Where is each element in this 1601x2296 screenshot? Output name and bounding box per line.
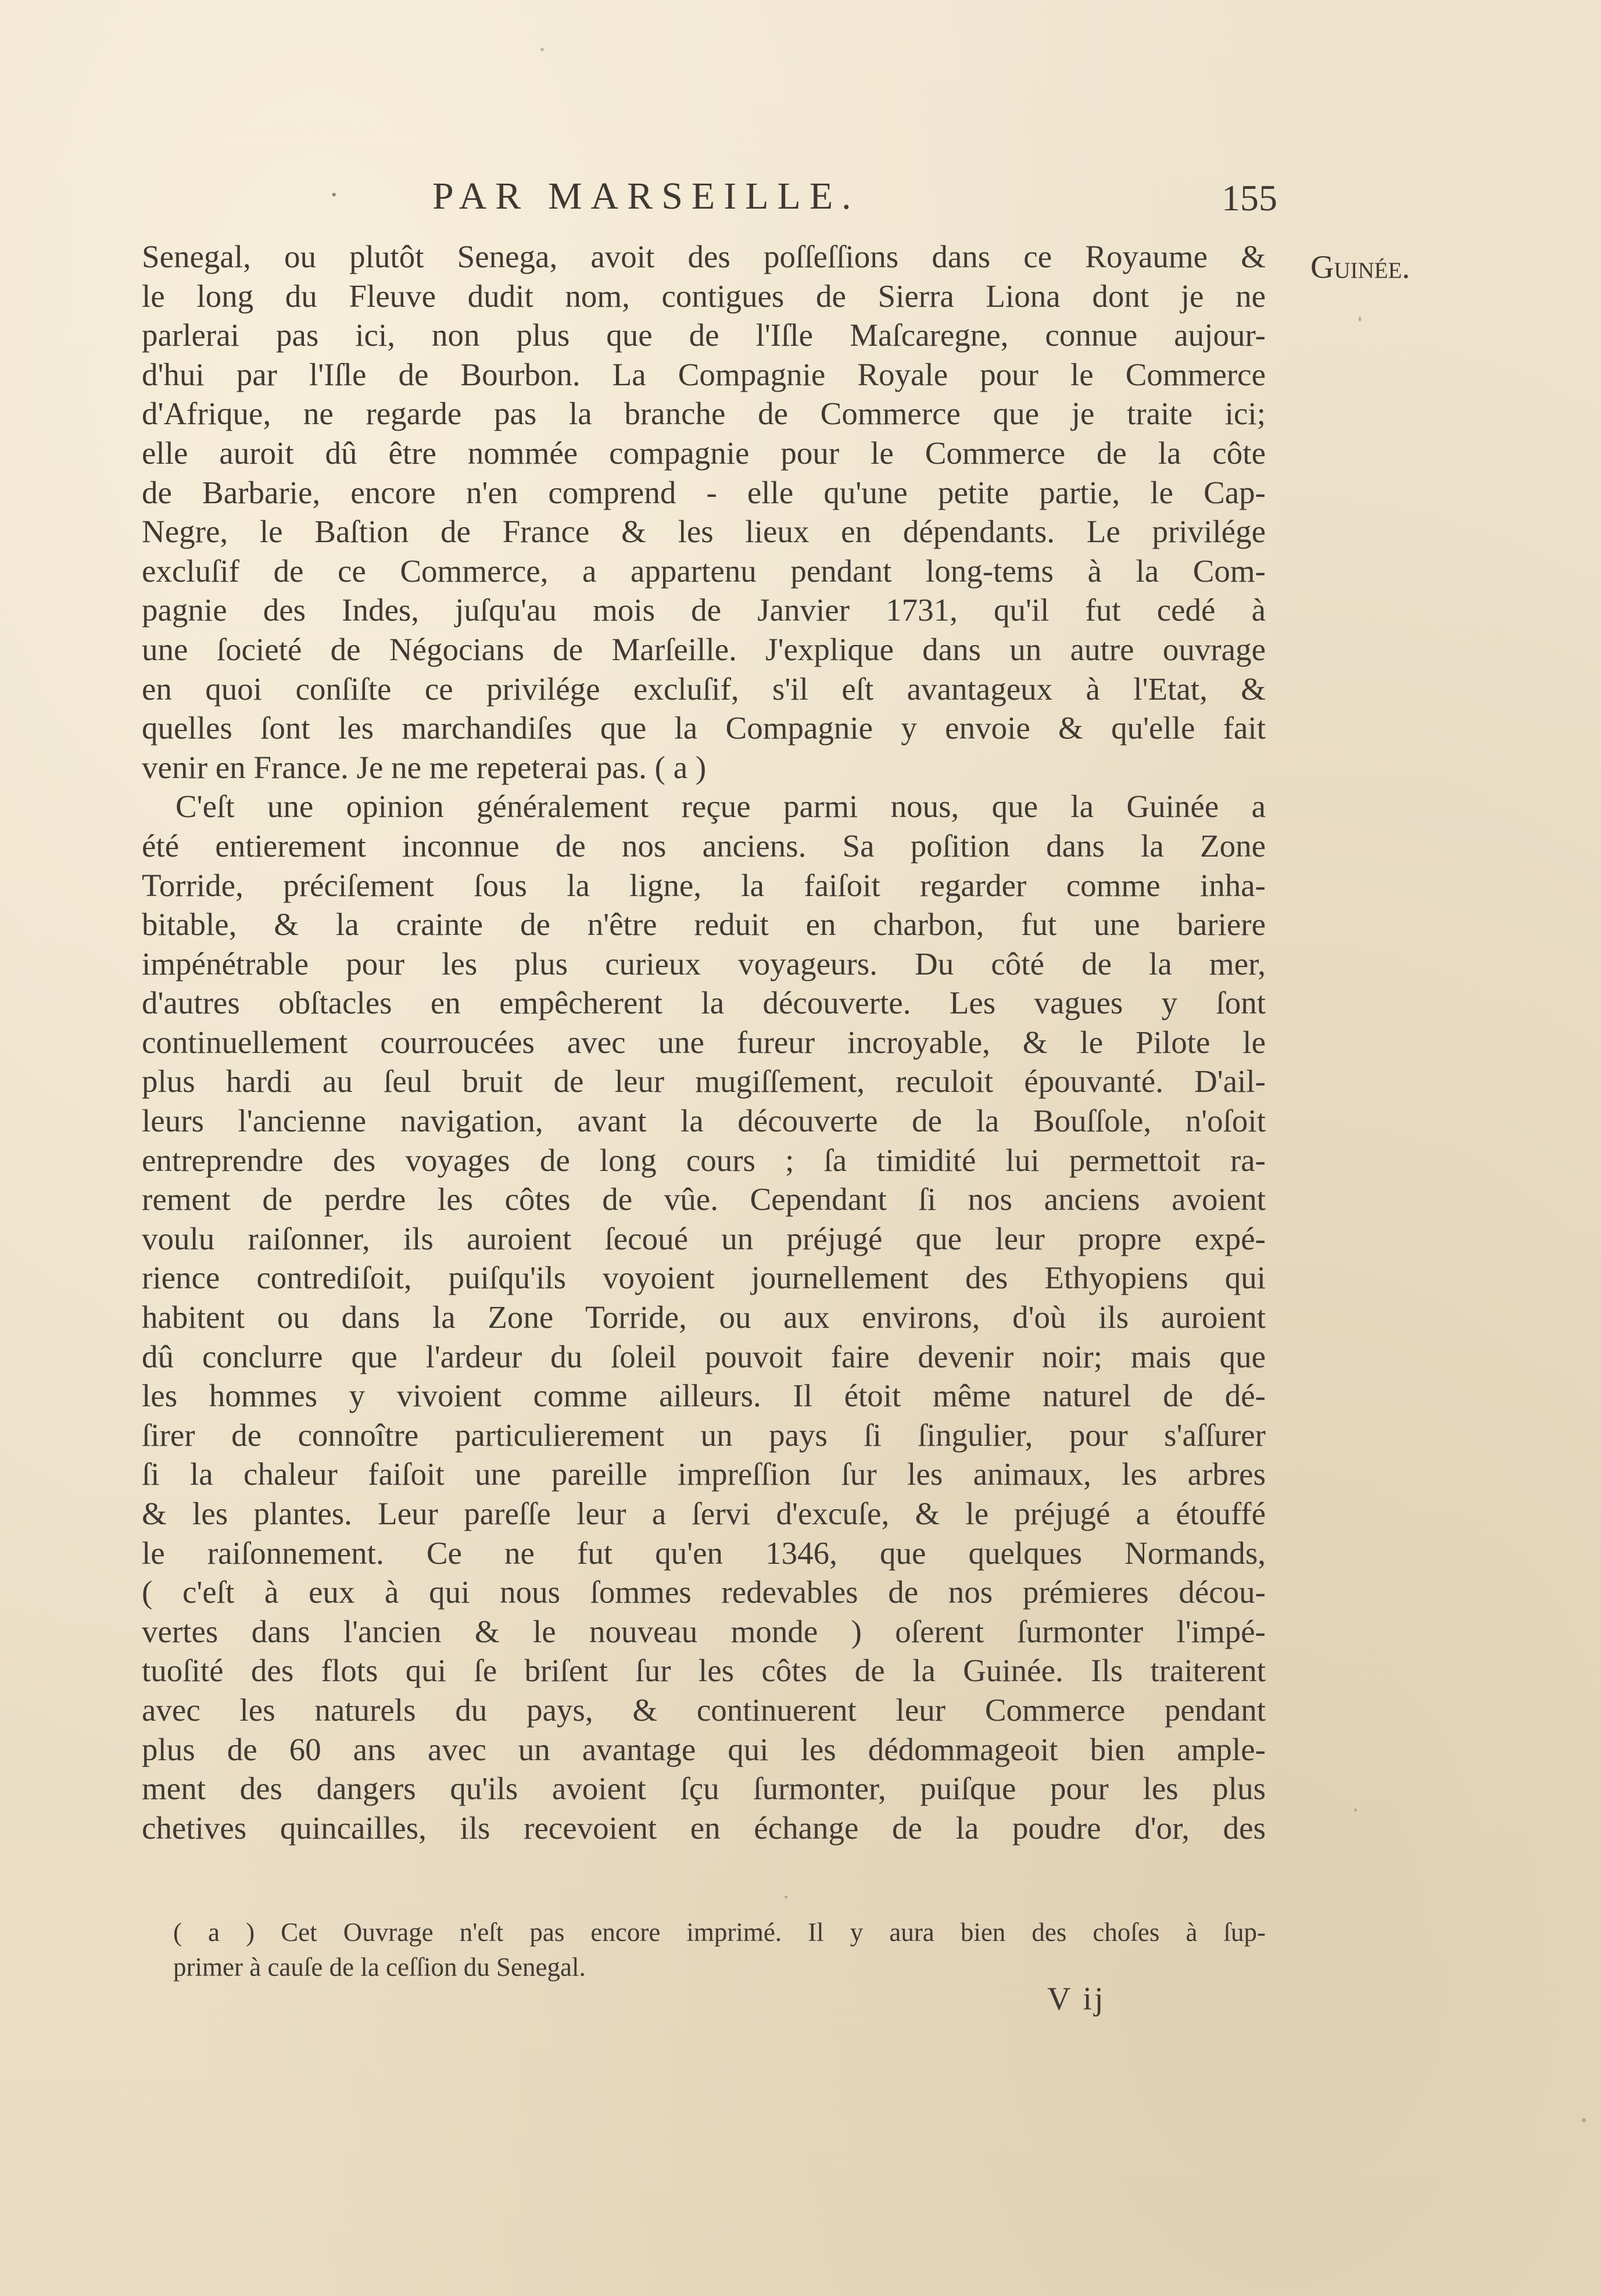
signature-mark: V ij: [1047, 1981, 1106, 2017]
text-line: venir en France. Je ne me repeterai pas. ( a ): [142, 749, 707, 785]
text-line: ſi la chaleur faiſoit une pareille impreſſion ſur les animaux, les arbres: [142, 1456, 1266, 1492]
text-line: d'autres obſtacles en empêcherent la découverte. Les vagues y ſont: [142, 985, 1266, 1021]
footnote: [173, 1915, 1266, 1985]
text-line: de Barbarie, encore n'en comprend - elle qu'une petite partie, le Cap-: [142, 474, 1266, 510]
header-mark: ·: [329, 178, 339, 212]
text-line: continuellement courroucées avec une fureur incroyable, & le Pilote le: [142, 1024, 1266, 1060]
text-line: leurs l'ancienne navigation, avant la découverte de la Bouſſole, n'oſoit: [142, 1103, 1266, 1139]
running-title: PAR MARSEILLE.: [432, 175, 860, 217]
text-line: le raiſonnement. Ce ne fut qu'en 1346, que quelques Normands,: [142, 1535, 1266, 1571]
text-line: en quoi conſiſte ce privilége excluſif, s'il eſt avantageux à l'Etat, &: [142, 671, 1266, 707]
paper-speck: [785, 1896, 787, 1899]
text-line: plus de 60 ans avec un avantage qui les dédommageoit bien ample-: [142, 1731, 1266, 1767]
text-line: entreprendre des voyages de long cours ; ſa timidité lui permettoit ra-: [142, 1142, 1266, 1178]
text-line: plus hardi au ſeul bruit de leur mugiſſement, reculoit épouvanté. D'ail-: [142, 1063, 1266, 1099]
text-line: Torride, préciſement ſous la ligne, la faiſoit regarder comme inha-: [142, 867, 1266, 903]
margin-note: Guinée.: [1310, 249, 1410, 285]
text-line: dû conclurre que l'ardeur du ſoleil pouvoit faire devenir noir; mais que: [142, 1338, 1266, 1374]
paper-speck: [1359, 317, 1361, 321]
text-line: d'Afrique, ne regarde pas la branche de Commerce que je traite ici;: [142, 396, 1266, 432]
text-line: tuoſité des flots qui ſe briſent ſur les côtes de la Guinée. Ils traiterent: [142, 1653, 1266, 1689]
page-number: 155: [1222, 177, 1277, 219]
text-line: les hommes y vivoient comme ailleurs. Il étoit même naturel de dé-: [142, 1378, 1266, 1414]
text-line: été entierement inconnue de nos anciens. Sa poſition dans la Zone: [142, 828, 1266, 864]
text-line: le long du Fleuve dudit nom, contigues de Sierra Liona dont je ne: [142, 278, 1266, 314]
text-line: ( c'eſt à eux à qui nous ſommes redevables de nos prémieres décou-: [142, 1574, 1266, 1610]
text-line: & les plantes. Leur pareſſe leur a ſervi d'excuſe, & le préjugé a étouffé: [142, 1496, 1266, 1531]
paper-speck: [540, 48, 544, 51]
text-line: d'hui par l'Iſle de Bourbon. La Compagnie Royale pour le Commerce: [142, 356, 1266, 392]
text-line: quelles ſont les marchandiſes que la Compagnie y envoie & qu'elle fait: [142, 710, 1266, 746]
text-line: Senegal, ou plutôt Senega, avoit des poſſeſſions dans ce Royaume &: [142, 239, 1266, 274]
text-line: ment des dangers qu'ils avoient ſçu ſurmonter, puiſque pour les plus: [142, 1771, 1266, 1807]
text-line: voulu raiſonner, ils auroient ſecoué un préjugé que leur propre expé-: [142, 1220, 1266, 1256]
text-line: elle auroit dû être nommée compagnie pour le Commerce de la côte: [142, 435, 1266, 471]
text-line: bitable, & la crainte de n'être reduit en charbon, fut une bariere: [142, 907, 1266, 943]
paper-speck: [1582, 2118, 1586, 2122]
text-line: parlerai pas ici, non plus que de l'Iſle Maſcaregne, connue aujour-: [142, 317, 1266, 353]
text-line: C'eſt une opinion généralement reçue parmi nous, que la Guinée a: [175, 789, 1266, 825]
footnote-line: ( a ) Cet Ouvrage n'eſt pas encore imprimé. Il y aura bien des choſes à ſup-: [173, 1918, 1266, 1947]
paper-speck: [1354, 1808, 1357, 1811]
text-line: vertes dans l'ancien & le nouveau monde ) oſerent ſurmonter l'impé-: [142, 1613, 1266, 1649]
text-line: rement de perdre les côtes de vûe. Cependant ſi nos anciens avoient: [142, 1181, 1266, 1217]
text-line: rience contrediſoit, puiſqu'ils voyoient journellement des Ethyopiens qui: [142, 1260, 1266, 1296]
text-line: une ſocieté de Négocians de Marſeille. J'explique dans un autre ouvrage: [142, 631, 1266, 667]
footnote-line: primer à cauſe de la ceſſion du Senegal.: [173, 1953, 586, 1982]
text-line: chetives quincailles, ils recevoient en échange de la poudre d'or, des: [142, 1810, 1266, 1846]
text-line: habitent ou dans la Zone Torride, ou aux environs, d'où ils auroient: [142, 1299, 1266, 1335]
text-line: Negre, le Baſtion de France & les lieux en dépendants. Le privilége: [142, 514, 1266, 550]
text-line: ſirer de connoître particulierement un pays ſi ſingulier, pour s'aſſurer: [142, 1417, 1266, 1453]
body-text: [142, 237, 1266, 1847]
text-line: impénétrable pour les plus curieux voyageurs. Du côté de la mer,: [142, 945, 1266, 982]
text-line: avec les naturels du pays, & continuerent leur Commerce pendant: [142, 1692, 1266, 1728]
running-header: [142, 174, 1277, 221]
text-line: pagnie des Indes, juſqu'au mois de Janvier 1731, qu'il fut cedé à: [142, 592, 1266, 628]
text-line: excluſif de ce Commerce, a appartenu pendant long-tems à la Com-: [142, 553, 1266, 589]
